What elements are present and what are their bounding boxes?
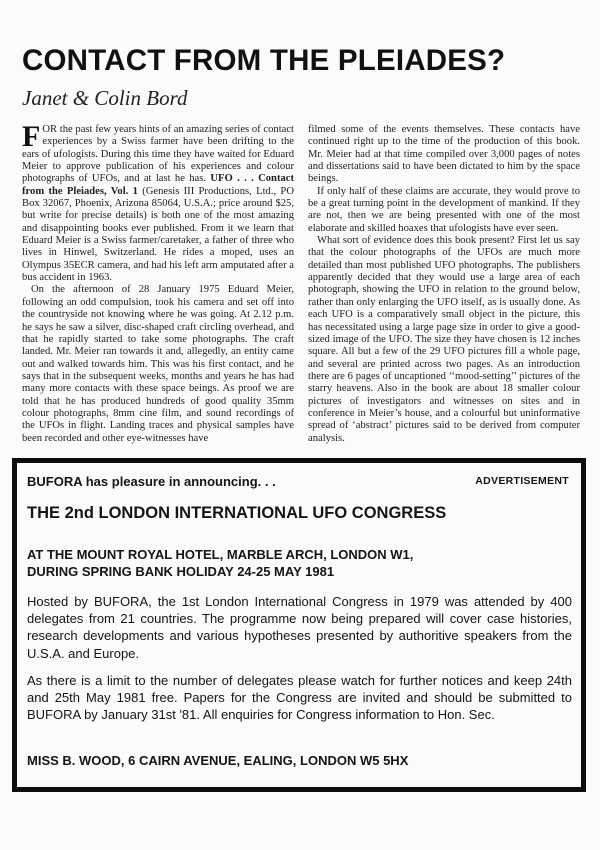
advertisement-label: ADVERTISEMENT <box>475 475 569 487</box>
advertisement-box <box>12 458 586 792</box>
article-paragraph: If only half of these claims are accurate, they would prove to be a great turning point in the development of mankind. If they are not, then we are being presented with one of the most elaborate and skilled hoaxes that ufologists have ever seen. <box>308 185 580 234</box>
drop-cap: F <box>22 120 41 153</box>
ad-paragraph: As there is a limit to the number of delegates please watch for further notices and keep 24th and 25th May 1981 free. Papers for the Congress are invited and should be submitted to BUFORA by January 31st '81. All enquiries for Congress information to Hon. Sec. <box>27 673 572 723</box>
article-column-right <box>308 124 580 445</box>
paragraph-text: OR the past few years hints of an amazing series of contact experiences by a Swiss farmer have been drifting to the ears of ufologists. During this time they have waited for Eduard Meier to approve publication of his experiences and colour photographs of UFOs, and at last he has. <box>22 124 294 185</box>
ad-venue <box>27 546 567 580</box>
paragraph-text: (Genesis III Productions, Ltd., PO Box 32067, Phoenix, Arizona 85064, U.S.A.; price around $25, but write for precise details) is both one of the most amazing and disappointing books ever published. From it we learn that Eduard Meier is a Swiss farmer/caretaker, a father of three who lives in Hinwel, Switzerland. He rides a moped, uses an Olympus 35ECR camera, and had his left arm amputated after a bus accident in 1963. <box>22 185 294 284</box>
article-paragraph: On the afternoon of 28 January 1975 Eduard Meier, following an odd compulsion, took his camera and set off into the countryside not knowing where he was going. At 2.12 p.m. he says he saw a silver, disc-shaped craft circling overhead, and that he rapidly started to take some photographs. The craft landed. Mr. Meier ran towards it and, allegedly, an entity came out and walked towards him. This was his first contact, and he says that in the subsequent weeks, months and years he has had many more contacts with these space beings. As proof we are told that he has produced hundreds of good quality 35mm colour photographs, 8mm cine film, and sound recordings of the UFOs in flight. Landing traces and physical samples have been recorded and other eye-witnesses have <box>22 284 294 444</box>
article-paragraph: What sort of evidence does this book present? First let us say that the colour photographs of the UFOs are much more detailed than most published UFO photographs. The publishers apparently decided that they would use a large area of each photograph, showing the UFO in relation to the ground below, rather than only enlarging the UFO itself, as is usually done. As each UFO is a comparatively small object in the picture, this has necessitated using a large page size in order to give a good-sized image of the UFO. The size they have chosen is 12 inches square. All but a few of the 29 UFO pictures fill a whole page, and several are printed across two pages. As an introduction there are 6 pages of uncaptioned ‘‘mood-setting’’ pictures of the starry heavens. Also in the book are about 18 smaller colour pictures of investigators and witnesses on sites and in conference in Meier’s house, and a colourful but uninformative spread of ‘abstract’ pictures said to be derived from computer analysis. <box>308 235 580 444</box>
article-title: CONTACT FROM THE PLEIADES? <box>22 44 506 77</box>
article-byline: Janet & Colin Bord <box>22 86 188 110</box>
article-paragraph: filmed some of the events themselves. These contacts have continued right up to the time of the production of this book. Mr. Meier had at that time compiled over 3,000 pages of notes and dissertations said to have been dictated to him by the space beings. <box>308 124 580 185</box>
ad-venue-line: DURING SPRING BANK HOLIDAY 24-25 MAY 1981 <box>27 564 335 579</box>
ad-headline: THE 2nd LONDON INTERNATIONAL UFO CONGRESS <box>27 504 447 522</box>
ad-venue-line: AT THE MOUNT ROYAL HOTEL, MARBLE ARCH, LONDON W1, <box>27 547 414 562</box>
book-title: UFO . . . Contact from the Pleiades, Vol. 1 <box>22 173 294 197</box>
article-paragraph <box>22 120 294 284</box>
ad-intro: BUFORA has pleasure in announcing. . . <box>27 474 276 489</box>
ad-contact-address: MISS B. WOOD, 6 CAIRN AVENUE, EALING, LONDON W5 5HX <box>27 753 409 768</box>
article-column-left <box>22 120 294 445</box>
ad-paragraph: Hosted by BUFORA, the 1st London International Congress in 1979 was attended by 400 delegates from 21 countries. The programme now being prepared will cover case histories, research developments and various hypotheses presented by authoritive speakers from the U.S.A. and Europe. <box>27 594 572 661</box>
